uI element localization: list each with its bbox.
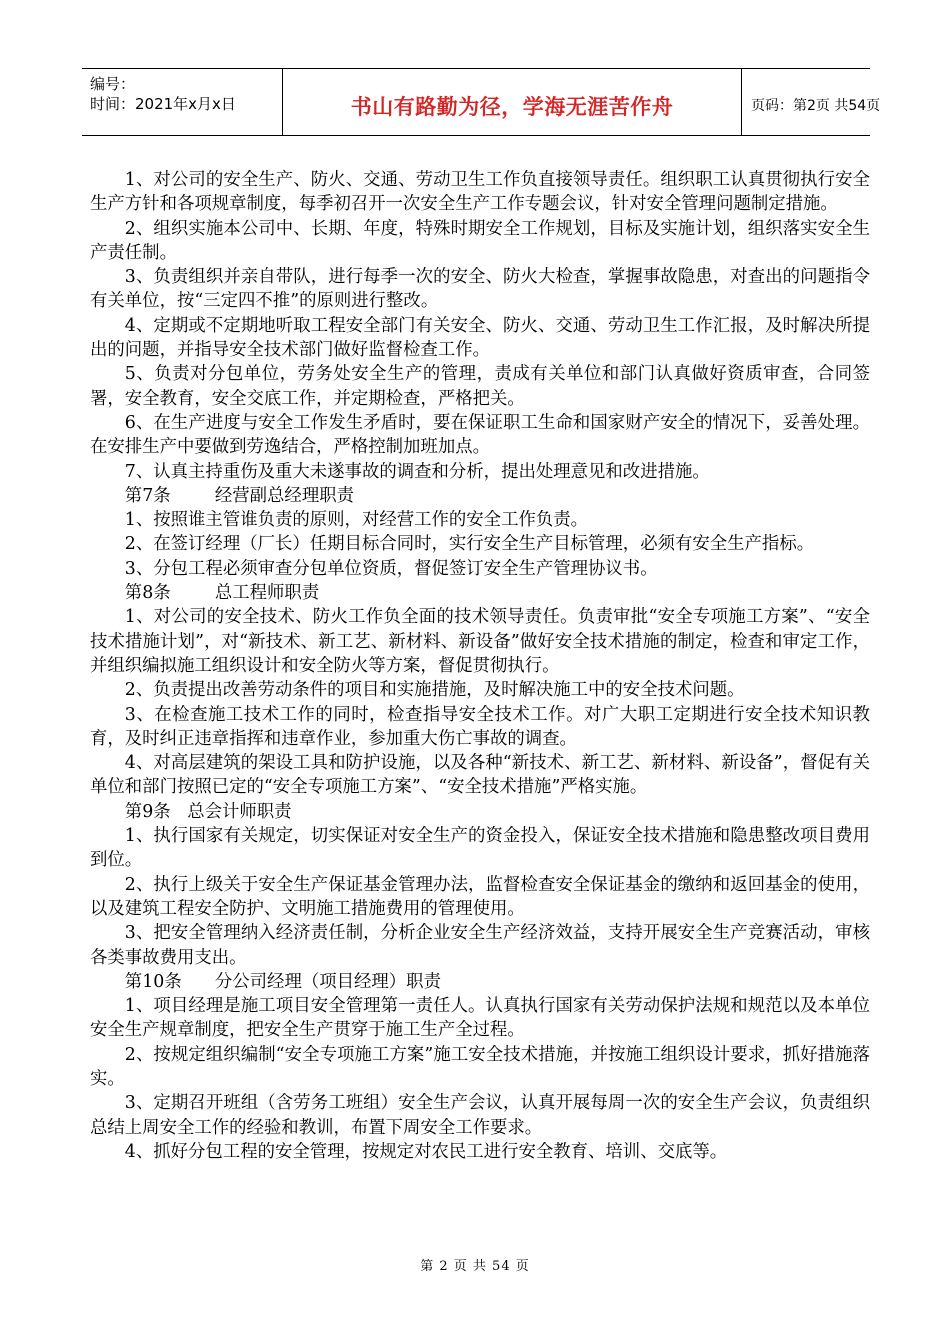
page-footer: 第 2 页 共 54 页 bbox=[420, 1259, 530, 1274]
paragraph: 1、执行国家有关规定，切实保证对安全生产的资金投入，保证安全技术措施和隐患整改项目费用到位。 bbox=[90, 826, 870, 871]
paragraph: 1、项目经理是施工项目安全管理第一责任人。认真执行国家有关劳动保护法规和规范以及本单位安全生产规章制度，把安全生产贯穿于施工生产全过程。 bbox=[90, 996, 870, 1041]
paragraph: 1、按照谁主管谁负责的原则，对经营工作的安全工作负责。 bbox=[124, 510, 589, 531]
paragraph: 3、负责组织并亲自带队，进行每季一次的安全、防火大检查，掌握事故隐患，对查出的问题指令有关单位，按“三定四不推”的原则进行整改。 bbox=[90, 267, 870, 312]
paragraph: 2、执行上级关于安全生产保证基金管理办法，监督检查安全保证基金的缴纳和返回基金的使用，以及建筑工程安全防护、文明施工措施费用的管理使用。 bbox=[90, 874, 870, 919]
paragraph: 2、负责提出改善劳动条件的项目和实施措施，及时解决施工中的安全技术问题。 bbox=[124, 680, 745, 701]
page-header bbox=[82, 68, 881, 136]
paragraph: 3、定期召开班组（含劳务工班组）安全生产会议，认真开展每周一次的安全生产会议，负责组织总结上周安全工作的经验和教训，布置下周安全工作要求。 bbox=[90, 1093, 870, 1138]
section-heading: 第7条 经营副总经理职责 bbox=[124, 485, 354, 506]
paragraph: 6、在生产进度与安全工作发生矛盾时，要在保证职工生命和国家财产安全的情况下，妥善处理。在安排生产中要做到劳逸结合，严格控制加班加点。 bbox=[90, 412, 870, 458]
paragraph: 4、抓好分包工程的安全管理，按规定对农民工进行安全教育、培训、交底等。 bbox=[124, 1141, 728, 1162]
section-heading: 第9条 总会计师职责 bbox=[124, 801, 292, 822]
paragraph: 2、在签订经理（厂长）任期目标合同时，实行安全生产目标管理，必须有安全生产指标。 bbox=[124, 534, 815, 555]
section-heading: 第10条 分公司经理（项目经理）职责 bbox=[124, 971, 441, 992]
paragraph: 4、对高层建筑的架设工具和防护设施，以及各种“新技术、新工艺、新材料、新设备”，督促有关单位和部门按照已定的“安全专项施工方案”、“安全技术措施”严格实施。 bbox=[90, 753, 870, 798]
paragraph: 2、按规定组织编制“安全专项施工方案”施工安全技术措施，并按施工组织设计要求，抓好措施落实。 bbox=[90, 1044, 870, 1089]
paragraph: 3、分包工程必须审查分包单位资质，督促签订安全生产管理协议书。 bbox=[124, 558, 658, 579]
paragraph: 2、组织实施本公司中、长期、年度，特殊时期安全工作规划，目标及实施计划，组织落实安全生产责任制。 bbox=[90, 218, 870, 263]
header-motto: 书山有路勤为径，学海无涯苦作舟 bbox=[350, 95, 674, 119]
paragraph: 1、对公司的安全生产、防火、交通、劳动卫生工作负直接领导责任。组织职工认真贯彻执行安全生产方针和各项规章制度，每季初召开一次安全生产工作专题会议，针对安全管理问题制定措施。 bbox=[90, 170, 870, 215]
document-number-label: 编号： bbox=[90, 75, 136, 93]
paragraph: 1、对公司的安全技术、防火工作负全面的技术领导责任。负责审批“安全专项施工方案”、“安全技术措施计划”，对“新技术、新工艺、新材料、新设备”做好安全技术措施的制定，检查和审定工作，并组织编拟施工组织设计和安全防火等方案，督促贯彻执行。 bbox=[90, 607, 870, 676]
header-page-cell bbox=[741, 69, 881, 135]
paragraph: 3、把安全管理纳入经济责任制，分析企业安全生产经济效益，支持开展安全生产竞赛活动，审核各类事故费用支出。 bbox=[90, 923, 870, 968]
document-date: 时间：2021年x月x日 bbox=[90, 95, 236, 113]
paragraph: 7、认真主持重伤及重大未遂事故的调查和分析，提出处理意见和改进措施。 bbox=[124, 461, 710, 482]
header-page-code: 页码：第2页 共54页 bbox=[751, 98, 881, 114]
document-body bbox=[90, 168, 870, 1164]
paragraph: 5、负责对分包单位，劳务处安全生产的管理，责成有关单位和部门认真做好资质审查，合同签署，安全教育，安全交底工作，并定期检查，严格把关。 bbox=[90, 364, 870, 409]
section-heading: 第8条 总工程师职责 bbox=[124, 583, 320, 604]
paragraph: 4、定期或不定期地听取工程安全部门有关安全、防火、交通、劳动卫生工作汇报，及时解决所提出的问题，并指导安全技术部门做好监督检查工作。 bbox=[90, 315, 870, 361]
paragraph: 3、在检查施工技术工作的同时，检查指导安全技术工作。对广大职工定期进行安全技术知识教育，及时纠正违章指挥和违章作业，参加重大伤亡事故的调查。 bbox=[90, 704, 870, 749]
header-left-cell bbox=[82, 69, 282, 135]
header-motto-cell bbox=[282, 69, 742, 135]
